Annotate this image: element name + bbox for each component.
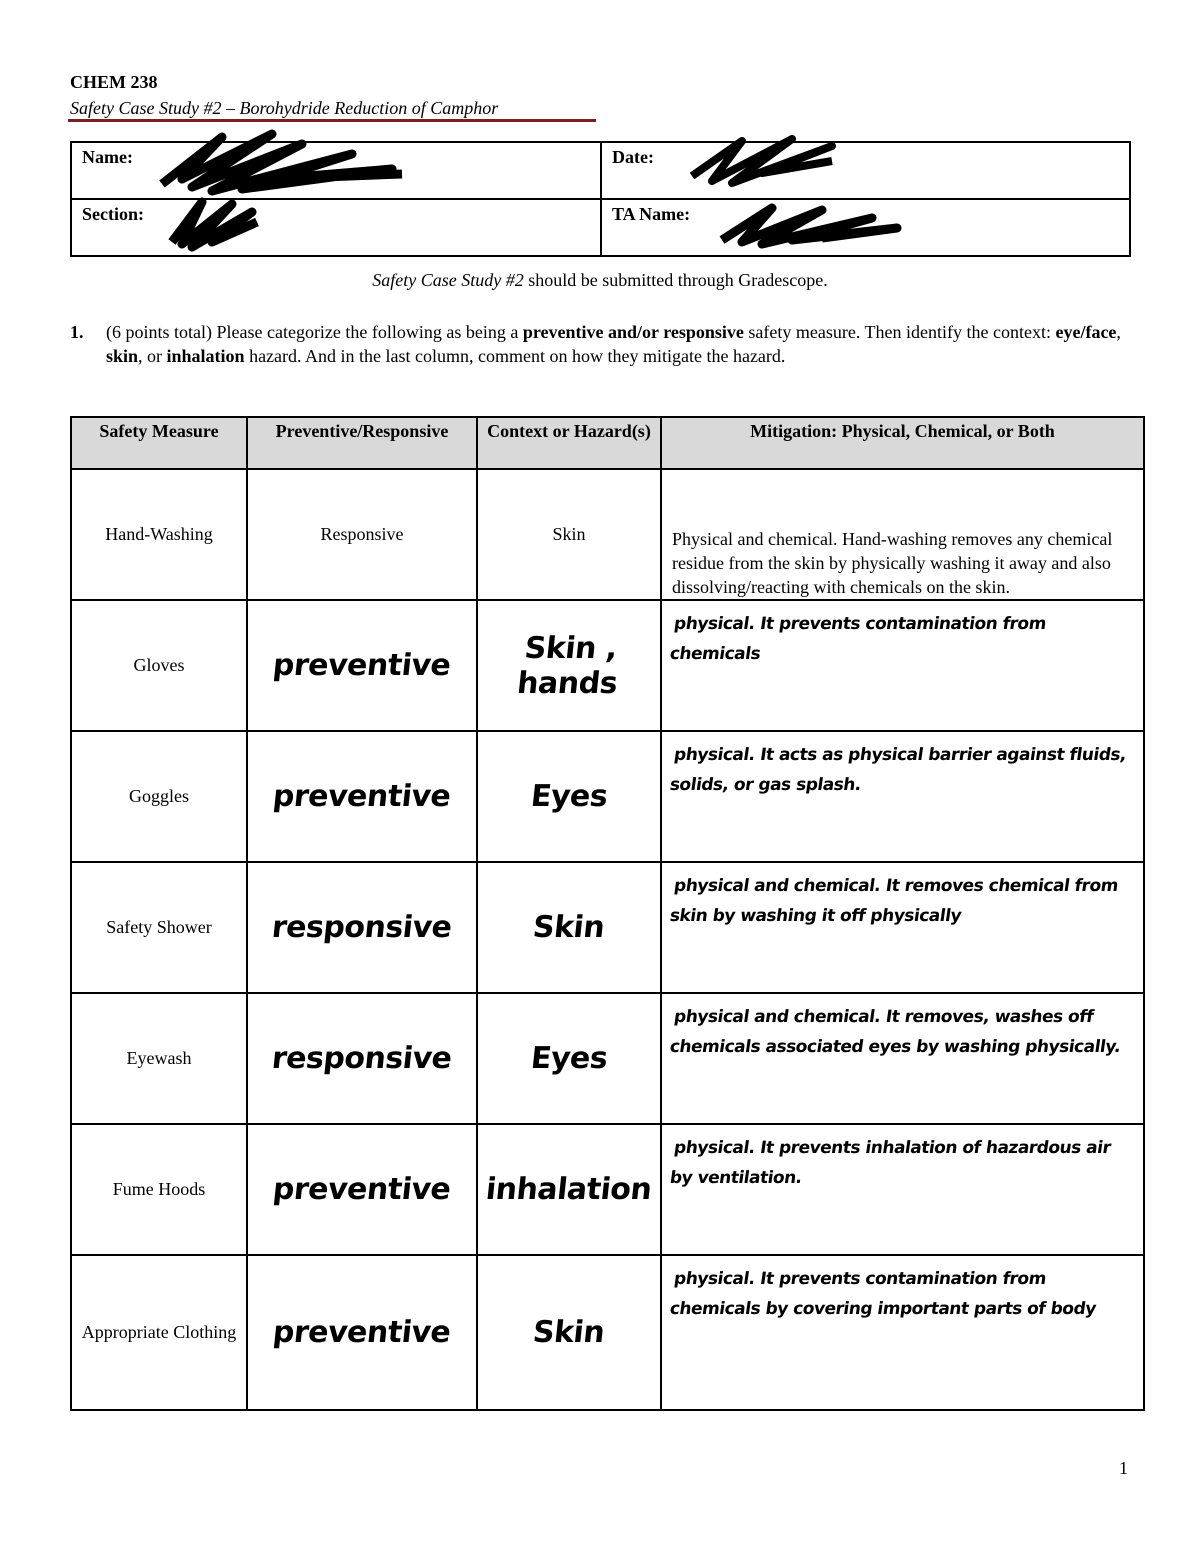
question-number: 1. (70, 322, 84, 342)
handwritten-mitigation: physical and chemical. It removes, washes off chemicals associated eyes by washing physically. (668, 1007, 1122, 1057)
col-header-measure: Safety Measure (71, 417, 247, 469)
measure-cell: Hand-Washing (71, 469, 247, 600)
subtitle-underline (68, 119, 596, 122)
handwritten-context: Skin (531, 1315, 607, 1350)
question-text: (6 points total) Please categorize the following as being a preventive and/or responsive safety measure. Then identify the context: eye/face, skin, or inhalation hazard. And in the last column, comment on how they mitigate the hazard. (106, 322, 1121, 366)
redaction-scribble (162, 192, 272, 252)
context-cell (477, 1124, 661, 1255)
context-cell (477, 993, 661, 1124)
table-header-row (71, 417, 1144, 469)
student-info-table (70, 141, 1131, 257)
measure-cell: Appropriate Clothing (71, 1255, 247, 1410)
handwritten-type: responsive (270, 1041, 454, 1076)
context-cell: Skin (477, 469, 661, 600)
type-cell: Responsive (247, 469, 477, 600)
safety-measures-table (70, 416, 1145, 1411)
col-header-type: Preventive/Responsive (247, 417, 477, 469)
handwritten-mitigation: physical. It prevents contamination from chemicals by covering important parts of body (668, 1269, 1098, 1319)
mitigation-cell (661, 1124, 1144, 1255)
name-cell (71, 142, 601, 199)
handwritten-type: preventive (271, 1172, 453, 1207)
table-row (71, 862, 1144, 993)
submission-note-italic: Safety Case Study #2 (372, 270, 524, 290)
mitigation-cell (661, 993, 1144, 1124)
handwritten-type: preventive (271, 779, 453, 814)
section-cell (71, 199, 601, 256)
mitigation-cell: Physical and chemical. Hand-washing removes any chemical residue from the skin by physically washing it away and also dissolving/reacting with chemicals on the skin. (661, 469, 1144, 600)
col-header-context: Context or Hazard(s) (477, 417, 661, 469)
handwritten-mitigation: physical. It prevents contamination from chemicals (668, 614, 1048, 664)
mitigation-cell (661, 600, 1144, 731)
date-label: Date: (612, 147, 654, 167)
measure-cell: Safety Shower (71, 862, 247, 993)
ta-cell (601, 199, 1130, 256)
context-cell (477, 1255, 661, 1410)
redaction-scribble (152, 129, 412, 199)
type-cell (247, 600, 477, 731)
date-cell (601, 142, 1130, 199)
type-cell (247, 731, 477, 862)
context-cell (477, 600, 661, 731)
table-row (71, 600, 1144, 731)
submission-note (0, 270, 1200, 291)
table-row (71, 1255, 1144, 1410)
name-label: Name: (82, 147, 133, 167)
type-cell (247, 993, 477, 1124)
handwritten-context: Eyes (529, 779, 609, 814)
handwritten-context: Skin (531, 910, 607, 945)
context-cell (477, 862, 661, 993)
col-header-mitigation: Mitigation: Physical, Chemical, or Both (661, 417, 1144, 469)
handwritten-context: Eyes (529, 1041, 609, 1076)
assignment-subtitle: Safety Case Study #2 – Borohydride Reduction of Camphor (70, 98, 499, 118)
mitigation-cell (661, 1255, 1144, 1410)
measure-cell: Eyewash (71, 993, 247, 1124)
handwritten-mitigation: physical. It acts as physical barrier against fluids, solids, or gas splash. (668, 745, 1128, 795)
handwritten-context: inhalation (484, 1172, 654, 1207)
ta-label: TA Name: (612, 204, 691, 224)
table-row (71, 731, 1144, 862)
type-cell (247, 1124, 477, 1255)
measure-cell: Goggles (71, 731, 247, 862)
measure-cell: Fume Hoods (71, 1124, 247, 1255)
course-title: CHEM 238 (70, 72, 158, 92)
handwritten-mitigation: physical and chemical. It removes chemical from skin by washing it off physically (668, 876, 1120, 926)
question-1 (70, 320, 1130, 368)
type-cell (247, 862, 477, 993)
mitigation-cell (661, 731, 1144, 862)
handwritten-type: preventive (271, 1315, 453, 1350)
table-row (71, 993, 1144, 1124)
redaction-scribble (712, 200, 902, 250)
section-label: Section: (82, 204, 144, 224)
mitigation-cell (661, 862, 1144, 993)
type-cell (247, 1255, 477, 1410)
submission-note-text: should be submitted through Gradescope. (523, 270, 828, 290)
handwritten-mitigation: physical. It prevents inhalation of hazardous air by ventilation. (668, 1138, 1112, 1188)
handwritten-type: preventive (271, 648, 453, 683)
context-cell (477, 731, 661, 862)
table-row (71, 1124, 1144, 1255)
handwritten-type: responsive (270, 910, 454, 945)
table-row (71, 469, 1144, 600)
measure-cell: Gloves (71, 600, 247, 731)
handwritten-context: Skin , hands (515, 630, 619, 701)
page-number: 1 (1119, 1458, 1128, 1478)
redaction-scribble (682, 131, 842, 191)
